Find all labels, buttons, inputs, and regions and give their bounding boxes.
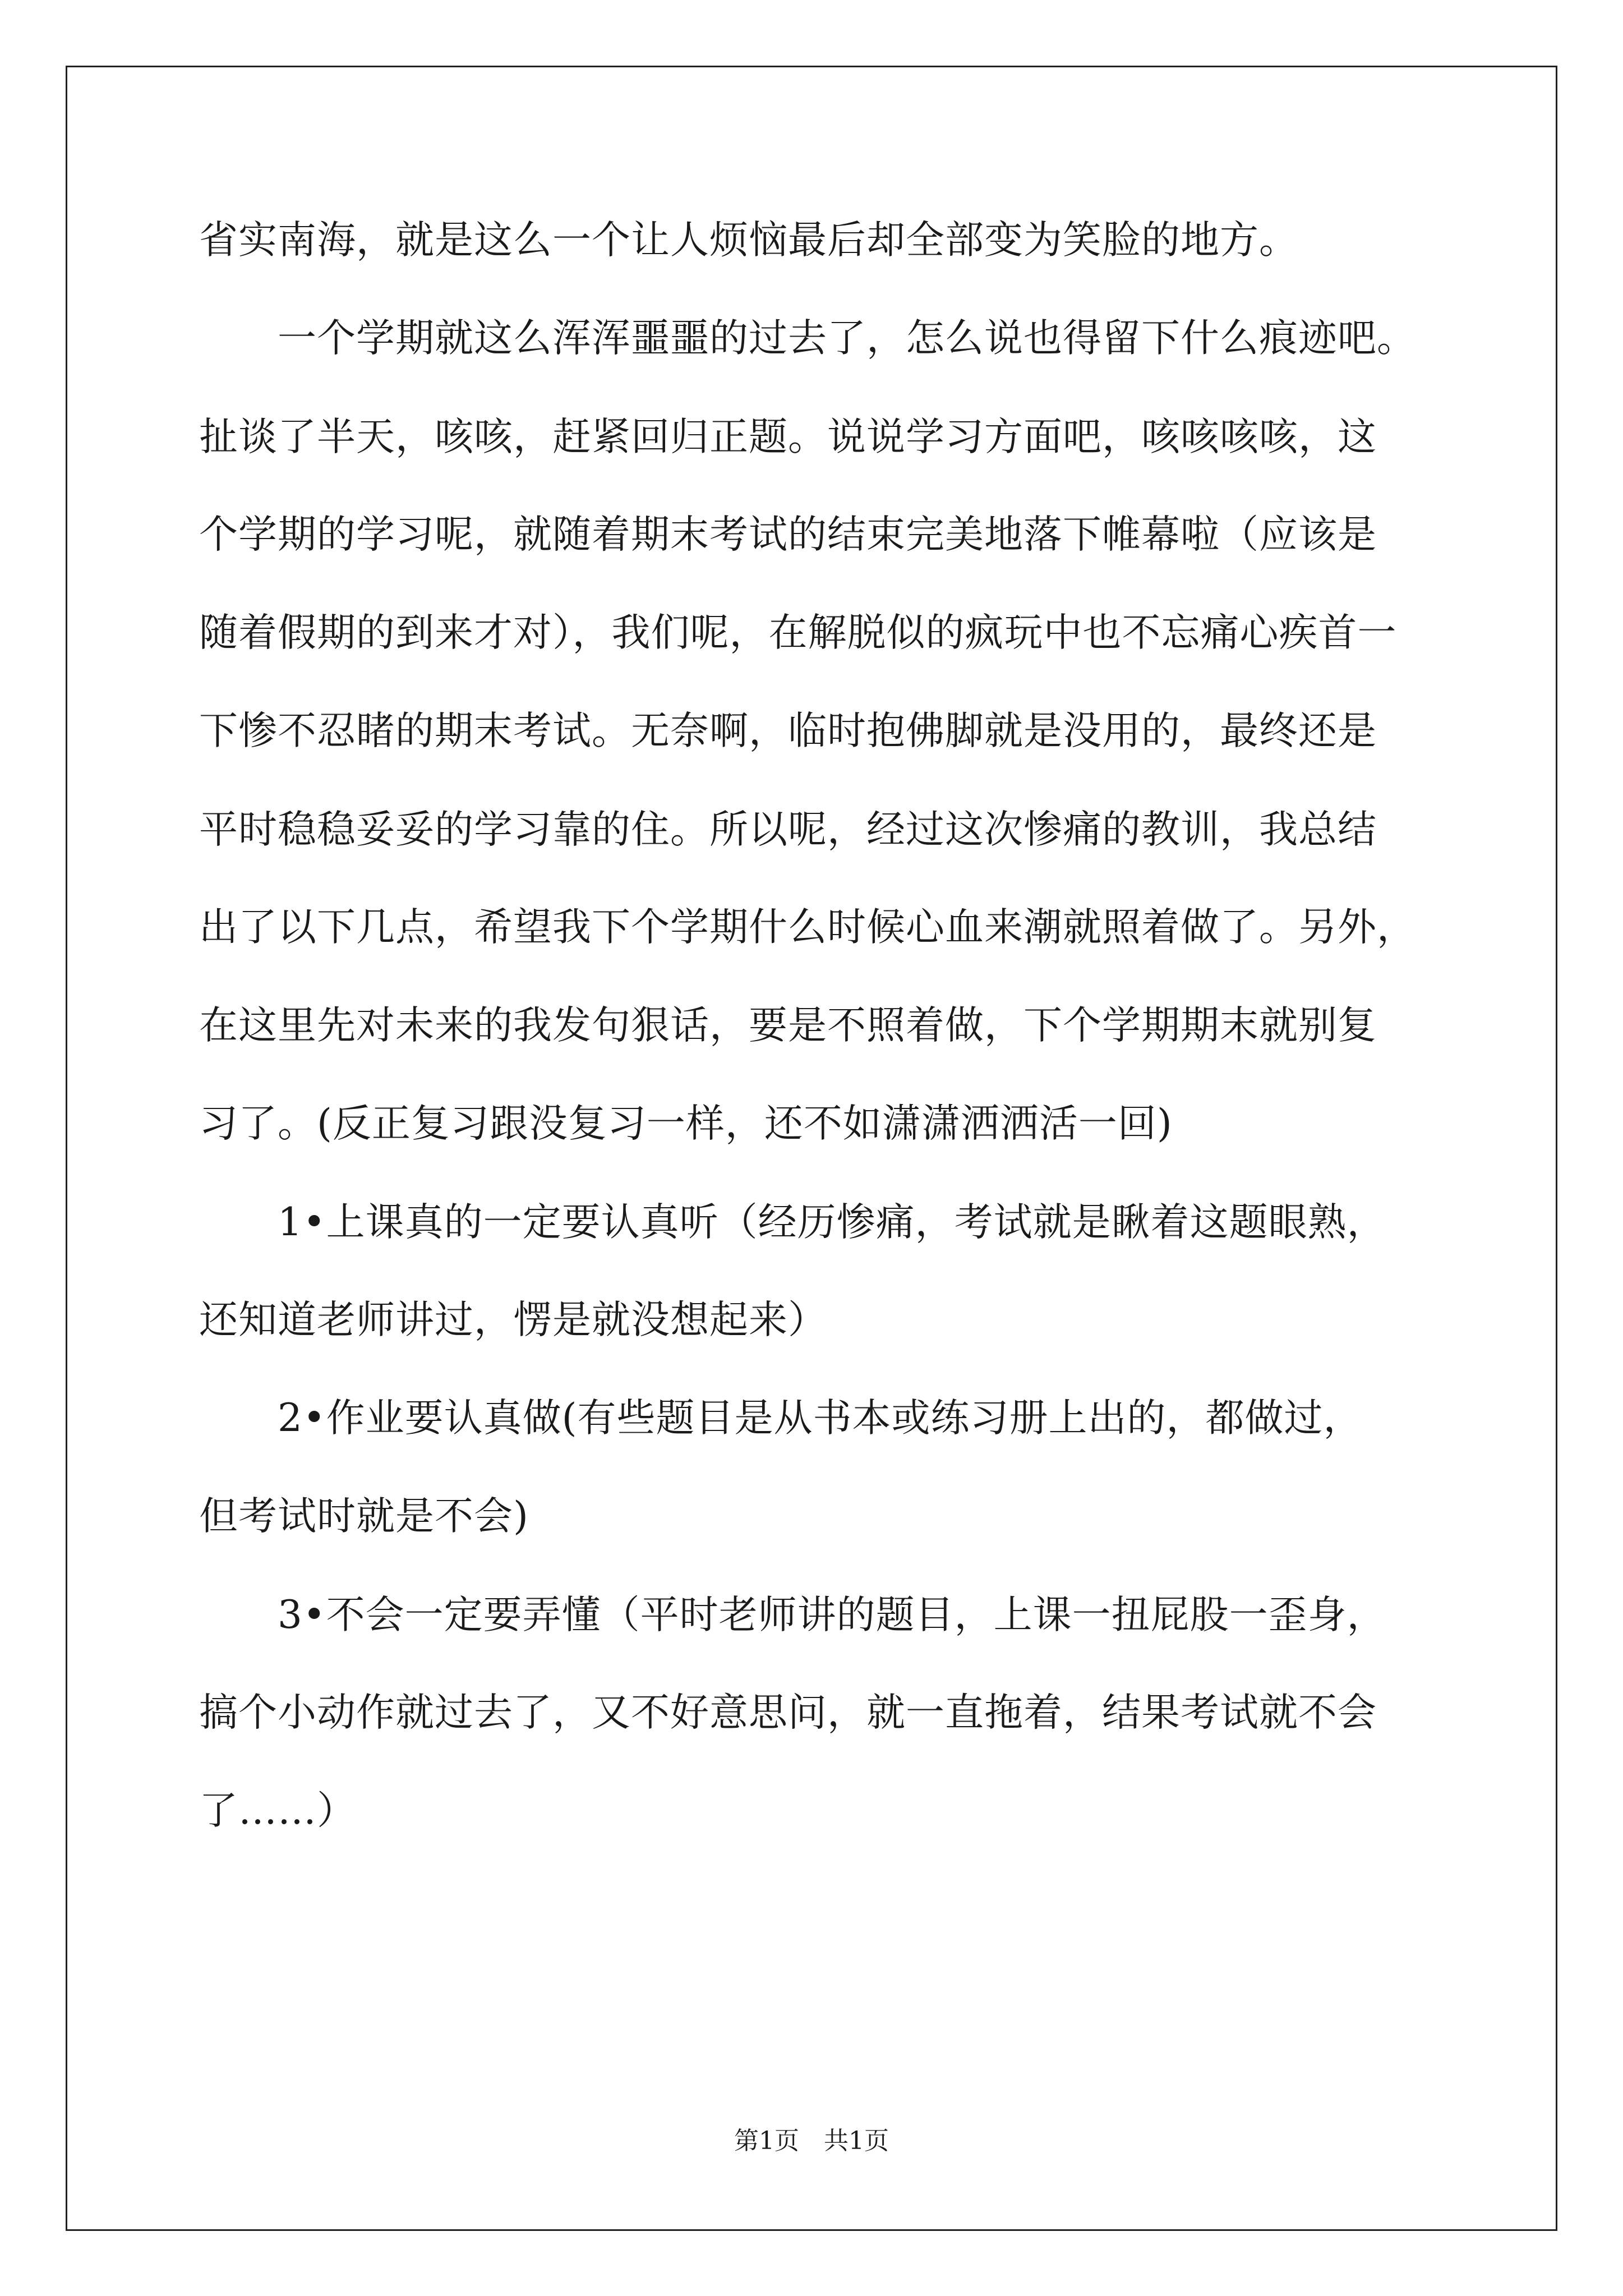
text-line: 还知道老师讲过，愣是就没想起来） <box>199 1297 827 1342</box>
text-line: 搞个小动作就过去了，又不好意思问，就一直拖着，结果考试就不会 <box>199 1690 1377 1735</box>
text-line: 但考试时就是不会) <box>199 1494 529 1539</box>
page-border <box>66 66 1557 2231</box>
text-line: 2•作业要认真做(有些题目是从书本或练习册上出的，都做过， <box>199 1396 1363 1441</box>
text-line: 个学期的学习呢，就随着期末考试的结束完美地落下帷幕啦（应该是 <box>199 512 1377 557</box>
text-line: 1•上课真的一定要认真听（经历惨痛，考试就是瞅着这题眼熟， <box>199 1200 1386 1245</box>
text-line: 习了。(反正复习跟没复习一样，还不如潇潇洒洒活一回) <box>199 1101 1173 1146</box>
text-line: 扯谈了半天，咳咳，赶紧回归正题。说说学习方面吧，咳咳咳咳，这 <box>199 415 1377 459</box>
text-line: 下惨不忍睹的期末考试。无奈啊，临时抱佛脚就是没用的，最终还是 <box>199 708 1377 753</box>
text-line: 平时稳稳妥妥的学习靠的住。所以呢，经过这次惨痛的教训，我总结 <box>199 807 1377 852</box>
text-line: 3•不会一定要弄懂（平时老师讲的题目，上课一扭屁股一歪身， <box>199 1593 1386 1637</box>
page-number-footer: 第1页 共1页 <box>734 2127 889 2155</box>
text-line: 出了以下几点，希望我下个学期什么时候心血来潮就照着做了。另外， <box>199 905 1416 950</box>
text-line: 随着假期的到来才对），我们呢，在解脱似的疯玩中也不忘痛心疾首一 <box>199 610 1397 655</box>
text-line: 省实南海，就是这么一个让人烦恼最后却全部变为笑脸的地方。 <box>199 218 1298 263</box>
text-line: 一个学期就这么浑浑噩噩的过去了，怎么说也得留下什么痕迹吧。 <box>199 316 1416 361</box>
text-line: 了……） <box>199 1788 356 1833</box>
text-line: 在这里先对未来的我发句狠话，要是不照着做，下个学期期末就别复 <box>199 1003 1377 1048</box>
